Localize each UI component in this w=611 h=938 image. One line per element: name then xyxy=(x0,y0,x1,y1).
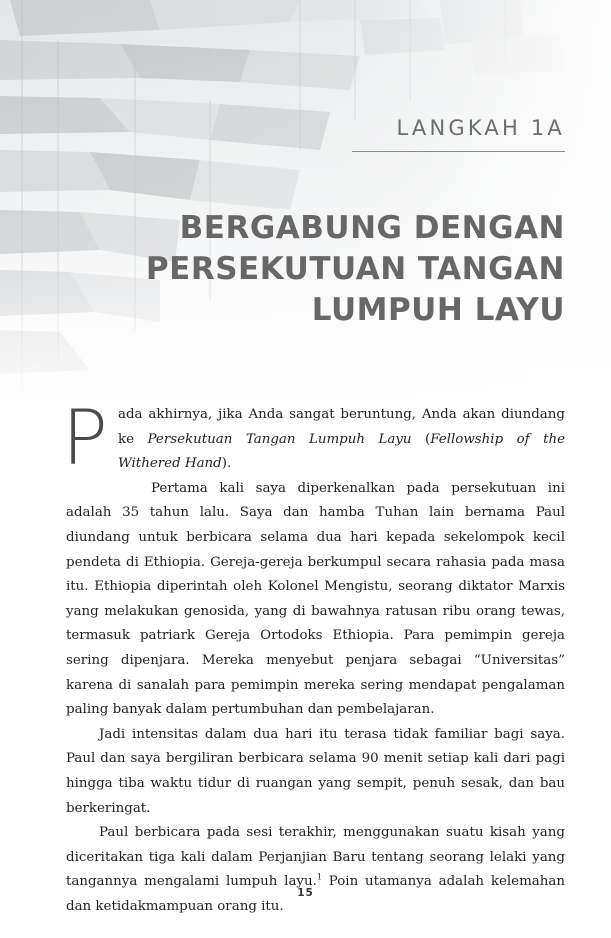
chapter-divider xyxy=(352,151,565,152)
paragraph-3 xyxy=(66,821,565,919)
paragraph-2: Jadi intensitas dalam dua hari itu terasa tidak familiar bagi saya. Paul dan saya bergiliran berbicara selama 90 menit setiap kali dari pagi hingga tiba waktu tidur di ruangan yang sempit, penuh sesak, dan bau berkeringat. xyxy=(66,726,565,816)
p3-text-b: Poin utamanya adalah kelemahan dan ketidakmampuan orang itu. xyxy=(66,874,565,914)
title-line-2: PERSEKUTUAN TANGAN xyxy=(145,251,565,287)
p3-text-a: Paul berbicara pada sesi terakhir, menggunakan suatu kisah yang diceritakan tiga kali dalam Perjanjian Baru tentang seorang lelaki yang tangannya mengalami lumpuh layu. xyxy=(66,825,565,890)
p1-text-f: Pertama kali saya diperkenalkan pada persekutuan ini adalah 35 tahun lalu. Saya dan hamba Tuhan lain bernama Paul diundang untuk berbicara selama dua hari kepada sekelompok kecil pendeta di Ethiopia. Gereja-gereja berkumpul secara rahasia pada masa itu. Ethiopia diperintah oleh Kolonel Mengistu, seorang diktator Marxis yang melakukan genosida, yang di bawahnya ratusan ribu orang tewas, termasuk patriark Gereja Ortodoks Ethiopia. Para pemimpin gereja sering dipenjara. Mereka menyebut penjara sebagai “Universitas” karena di sanalah para pemimpin mereka sering mendapat pengalaman paling banyak dalam pertumbuhan dan pembelajaran. xyxy=(66,480,565,718)
p1-text-c: ( xyxy=(411,431,431,447)
chapter-label: LANGKAH 1A xyxy=(396,116,565,140)
title-line-3: LUMPUH LAYU xyxy=(311,292,565,328)
title-line-1: BERGABUNG DENGAN xyxy=(179,210,565,246)
p1-italic-title: Persekutuan Tangan Lumpuh Layu xyxy=(147,431,412,447)
drop-cap: P xyxy=(62,393,108,482)
p1-italic-english-title: Fellowship of the Withered Hand xyxy=(118,431,565,472)
body-text xyxy=(62,393,565,919)
chapter-title xyxy=(45,208,565,331)
p1-text-a: ada akhirnya, jika Anda sangat beruntung, Anda akan diundang ke xyxy=(118,407,565,447)
p1-text-e: ). xyxy=(221,456,232,472)
footnote-marker[interactable]: 1 xyxy=(316,872,322,882)
paragraph-1 xyxy=(62,393,565,723)
page-number: 15 xyxy=(297,887,314,899)
